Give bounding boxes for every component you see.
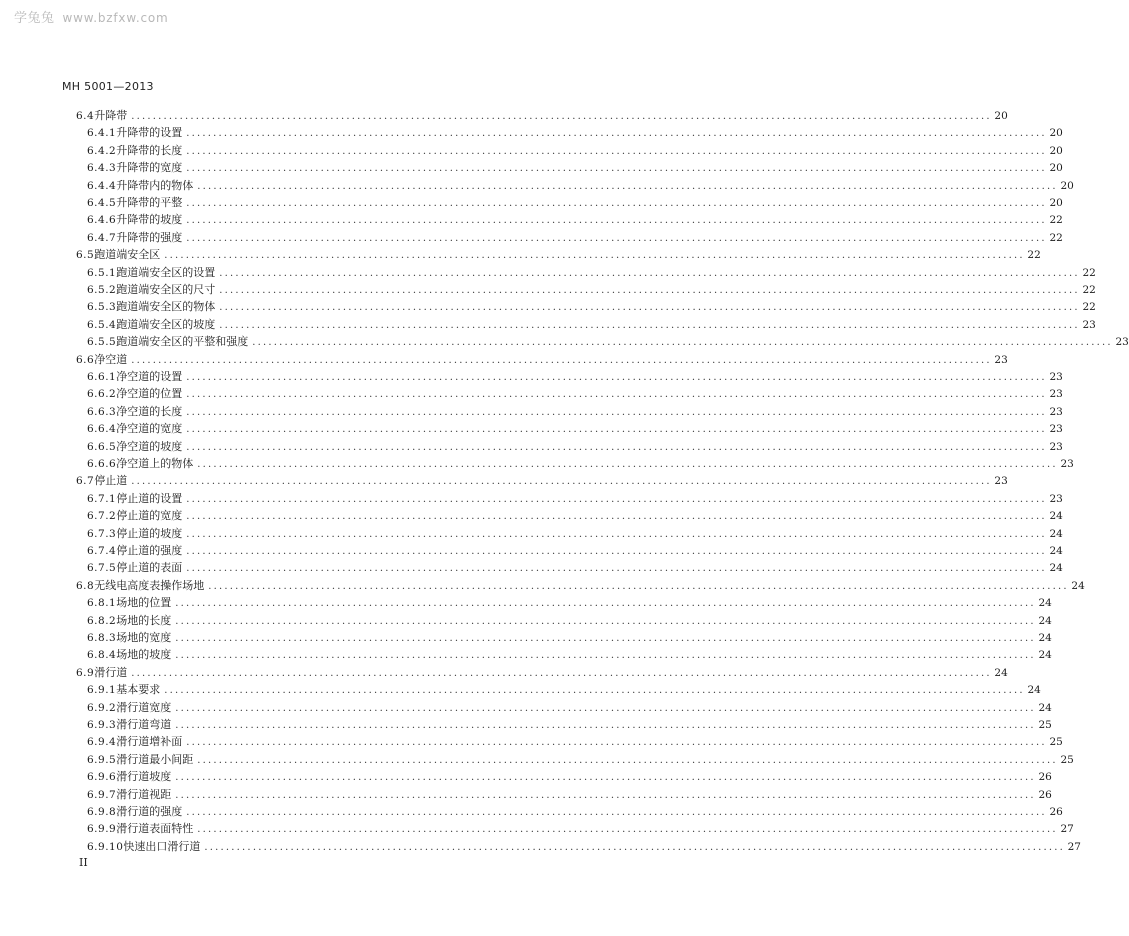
toc-entry-number: 6.7.4 <box>87 545 117 557</box>
toc-entry[interactable] <box>76 107 1008 124</box>
toc-entry-title: 净空道上的物体 <box>116 457 194 470</box>
watermark-name: 学兔兔 <box>14 11 55 26</box>
toc-leader-dots: ................................................................................................................................................................ <box>186 198 1047 209</box>
toc-entry[interactable] <box>76 351 1008 368</box>
toc-entry-page: 24 <box>1038 597 1052 610</box>
toc-entry-page: 23 <box>1060 458 1074 470</box>
toc-entry-page: 20 <box>1049 197 1063 209</box>
toc-entry-page: 26 <box>1038 771 1052 784</box>
toc-entry-page: 24 <box>1049 545 1063 557</box>
toc-entry-number: 6.9.3 <box>87 719 117 731</box>
toc-entry-title: 滑行道的强度 <box>116 805 183 818</box>
toc-entry-page: 24 <box>994 666 1008 679</box>
toc-entry-page: 23 <box>994 475 1008 488</box>
toc-entry[interactable] <box>87 646 1052 663</box>
toc-leader-dots: ................................................................................................................................................................ <box>175 720 1036 731</box>
toc-entry-title: 净空道 <box>94 352 128 366</box>
toc-leader-dots: ................................................................................................................................................................ <box>186 145 1047 157</box>
toc-entry[interactable] <box>87 159 1063 176</box>
toc-entry[interactable] <box>76 472 1008 489</box>
toc-entry-page: 27 <box>1060 823 1074 836</box>
toc-entry-number: 6.4.2 <box>87 144 117 157</box>
toc-entry-page: 22 <box>1082 266 1096 279</box>
toc-leader-dots: ................................................................................................................................................................ <box>186 493 1047 505</box>
toc-entry-number: 6.5.3 <box>87 301 117 314</box>
page-number: II <box>79 856 88 869</box>
toc-entry-page: 24 <box>1049 527 1063 540</box>
toc-entry-page: 25 <box>1038 719 1052 731</box>
toc-entry-title: 滑行道表面特性 <box>116 822 194 836</box>
toc-entry-number: 6.4 <box>76 110 95 122</box>
toc-leader-dots: ................................................................................................................................................................ <box>186 528 1047 540</box>
watermark <box>14 7 168 26</box>
toc-entry[interactable] <box>87 594 1052 611</box>
toc-entry-page: 24 <box>1049 510 1063 523</box>
toc-leader-dots: ................................................................................................................................................................ <box>186 737 1047 749</box>
toc-entry-page: 27 <box>1067 840 1081 853</box>
toc-leader-dots: ................................................................................................................................................................ <box>131 476 992 488</box>
toc-entry-number: 6.6.5 <box>87 440 117 453</box>
toc-entry-page: 23 <box>1049 388 1063 401</box>
toc-entry-title: 滑行道增补面 <box>116 735 183 749</box>
toc-entry-title: 升降带的设置 <box>116 126 183 140</box>
toc-entry-number: 6.4.5 <box>87 197 117 209</box>
toc-entry-number: 6.9.2 <box>87 701 117 714</box>
toc-leader-dots: ................................................................................................................................................................ <box>197 754 1058 766</box>
toc-entry-title: 升降带的宽度 <box>116 161 183 175</box>
toc-leader-dots: ................................................................................................................................................................ <box>175 772 1036 784</box>
toc-entry[interactable] <box>76 577 1085 594</box>
toc-entry[interactable] <box>87 438 1063 455</box>
toc-entry-page: 24 <box>1038 649 1052 662</box>
toc-entry[interactable] <box>87 264 1096 281</box>
toc-entry[interactable] <box>87 403 1063 420</box>
toc-entry-page: 24 <box>1038 614 1052 627</box>
toc-entry[interactable] <box>87 542 1063 559</box>
toc-entry-page: 20 <box>1049 127 1063 140</box>
toc-entry-title: 跑道端安全区的平整和强度 <box>116 335 249 349</box>
toc-entry-title: 停止道 <box>94 474 128 488</box>
toc-entry[interactable] <box>87 612 1052 629</box>
toc-leader-dots: ................................................................................................................................................................ <box>186 511 1047 523</box>
toc-entry-title: 跑道端安全区的尺寸 <box>116 283 216 296</box>
toc-leader-dots: ................................................................................................................................................................ <box>219 302 1080 314</box>
toc-entry-number: 6.8.3 <box>87 632 117 644</box>
toc-entry-number: 6.7.3 <box>87 527 117 540</box>
toc-entry-title: 升降带内的物体 <box>116 178 194 192</box>
toc-entry[interactable] <box>76 664 1008 681</box>
toc-entry[interactable] <box>87 681 1041 698</box>
toc-entry[interactable] <box>87 211 1063 228</box>
toc-entry-number: 6.4.6 <box>87 214 117 227</box>
toc-entry-title: 跑道端安全区 <box>94 248 161 262</box>
toc-leader-dots: ................................................................................................................................................................ <box>197 180 1058 192</box>
toc-leader-dots: ................................................................................................................................................................ <box>186 563 1047 575</box>
toc-entry[interactable] <box>87 751 1074 768</box>
toc-entry-page: 20 <box>994 110 1008 122</box>
toc-entry-title: 基本要求 <box>116 683 161 697</box>
toc-entry[interactable] <box>87 281 1096 298</box>
toc-entry[interactable] <box>87 385 1063 402</box>
toc-entry-title: 滑行道宽度 <box>116 700 172 714</box>
toc-entry-title: 升降带 <box>94 109 128 122</box>
toc-leader-dots: ................................................................................................................................................................ <box>186 215 1047 227</box>
toc-entry-number: 6.4.3 <box>87 162 117 175</box>
toc-entry-number: 6.7 <box>76 475 95 488</box>
toc-leader-dots: ................................................................................................................................................................ <box>219 285 1080 296</box>
toc-entry[interactable] <box>87 507 1063 524</box>
toc-entry-page: 24 <box>1038 701 1052 714</box>
toc-entry-number: 6.4.1 <box>87 127 117 140</box>
toc-entry-number: 6.8 <box>76 579 95 592</box>
toc-entry-page: 20 <box>1049 162 1063 175</box>
toc-entry[interactable] <box>87 716 1052 733</box>
toc-entry-number: 6.9.4 <box>87 736 117 749</box>
toc-entry[interactable] <box>87 368 1063 385</box>
toc-entry-title: 跑道端安全区的物体 <box>116 300 216 314</box>
toc-entry[interactable] <box>87 177 1074 194</box>
toc-leader-dots: ................................................................................................................................................................ <box>186 424 1047 436</box>
toc-entry-title: 跑道端安全区的坡度 <box>116 317 216 331</box>
toc-leader-dots: ................................................................................................................................................................ <box>186 546 1047 557</box>
toc-entry[interactable] <box>87 803 1063 820</box>
toc-entry-number: 6.5.2 <box>87 284 117 296</box>
toc-entry-number: 6.9.5 <box>87 753 117 766</box>
toc-entry[interactable] <box>87 194 1063 211</box>
toc-entry-page: 26 <box>1038 788 1052 801</box>
toc-entry-number: 6.5.5 <box>87 336 117 349</box>
toc-entry-page: 25 <box>1049 736 1063 749</box>
toc-entry-number: 6.7.1 <box>87 492 117 505</box>
toc-entry-page: 22 <box>1049 214 1063 227</box>
toc-entry-title: 滑行道 <box>94 665 128 679</box>
toc-leader-dots: ................................................................................................................................................................ <box>252 337 1113 349</box>
toc-entry[interactable] <box>87 733 1063 750</box>
toc-entry[interactable] <box>87 420 1063 437</box>
toc-entry-title: 滑行道最小间距 <box>116 752 194 766</box>
toc-entry-number: 6.4.4 <box>87 179 117 192</box>
toc-entry-page: 23 <box>1115 336 1129 349</box>
toc-entry-number: 6.6.1 <box>87 371 117 383</box>
toc-entry[interactable] <box>76 246 1041 263</box>
toc-leader-dots: ................................................................................................................................................................ <box>131 111 992 122</box>
toc-entry-page: 24 <box>1027 684 1041 697</box>
toc-entry-page: 22 <box>1049 231 1063 244</box>
toc-leader-dots: ................................................................................................................................................................ <box>175 789 1036 801</box>
toc-entry-page: 24 <box>1038 632 1052 644</box>
toc-entry-number: 6.5.4 <box>87 318 117 331</box>
toc-leader-dots: ................................................................................................................................................................ <box>131 667 992 679</box>
toc-entry-number: 6.6.6 <box>87 458 117 470</box>
toc-entry-page: 24 <box>1071 579 1085 592</box>
toc-entry-number: 6.9.9 <box>87 823 117 836</box>
toc-leader-dots: ................................................................................................................................................................ <box>208 580 1069 592</box>
toc-entry-title: 停止道的坡度 <box>116 526 183 540</box>
toc-entry-number: 6.9.7 <box>87 788 117 801</box>
toc-entry-number: 6.8.2 <box>87 614 117 627</box>
toc-entry[interactable] <box>87 559 1063 576</box>
toc-entry-page: 25 <box>1060 753 1074 766</box>
toc-entry-page: 20 <box>1049 144 1063 157</box>
toc-entry[interactable] <box>87 820 1074 837</box>
toc-entry-page: 22 <box>1082 301 1096 314</box>
toc-entry-number: 6.6.4 <box>87 423 117 436</box>
toc-leader-dots: ................................................................................................................................................................ <box>175 615 1036 627</box>
toc-entry[interactable] <box>87 629 1052 646</box>
toc-entry-number: 6.6 <box>76 353 95 366</box>
toc-leader-dots: ................................................................................................................................................................ <box>197 459 1058 470</box>
toc-entry-page: 23 <box>1049 423 1063 436</box>
toc-leader-dots: ................................................................................................................................................................ <box>186 372 1047 383</box>
toc-leader-dots: ................................................................................................................................................................ <box>164 250 1025 262</box>
toc-entry-title: 无线电高度表操作场地 <box>94 578 205 592</box>
toc-entry[interactable] <box>87 142 1063 159</box>
toc-entry[interactable] <box>87 768 1052 785</box>
toc-leader-dots: ................................................................................................................................................................ <box>204 841 1065 853</box>
toc-entry-page: 24 <box>1049 562 1063 575</box>
toc-entry-page: 23 <box>994 353 1008 366</box>
toc-entry-number: 6.9.1 <box>87 684 117 697</box>
toc-leader-dots: ................................................................................................................................................................ <box>186 406 1047 418</box>
toc-entry-title: 场地的宽度 <box>116 631 172 644</box>
toc-entry-title: 净空道的坡度 <box>116 439 183 453</box>
toc-entry[interactable] <box>87 786 1052 803</box>
toc-entry-title: 净空道的长度 <box>116 404 183 418</box>
toc-leader-dots: ................................................................................................................................................................ <box>175 598 1036 610</box>
toc-entry-page: 26 <box>1049 806 1063 818</box>
toc-entry-number: 6.7.2 <box>87 510 117 523</box>
toc-entry-number: 6.6.2 <box>87 388 117 401</box>
toc-entry-page: 22 <box>1082 284 1096 296</box>
toc-entry[interactable] <box>87 490 1063 507</box>
toc-leader-dots: ................................................................................................................................................................ <box>197 824 1058 836</box>
toc-entry-title: 停止道的宽度 <box>116 509 183 523</box>
toc-entry-title: 升降带的平整 <box>116 196 183 209</box>
toc-entry[interactable] <box>87 124 1063 141</box>
toc-entry-title: 停止道的强度 <box>116 544 183 557</box>
toc-entry[interactable] <box>87 838 1081 855</box>
toc-entry-number: 6.9 <box>76 666 95 679</box>
toc-leader-dots: ................................................................................................................................................................ <box>186 232 1047 244</box>
toc-entry[interactable] <box>87 229 1063 246</box>
toc-leader-dots: ................................................................................................................................................................ <box>186 389 1047 401</box>
toc-entry-number: 6.9.6 <box>87 771 117 784</box>
toc-entry-title: 跑道端安全区的设置 <box>116 265 216 279</box>
toc-entry-title: 滑行道视距 <box>116 787 172 801</box>
toc-entry-title: 停止道的表面 <box>116 561 183 575</box>
toc-entry[interactable] <box>87 316 1096 333</box>
toc-entry-title: 净空道的设置 <box>116 370 183 383</box>
toc-entry-title: 滑行道坡度 <box>116 770 172 784</box>
toc-entry-number: 6.4.7 <box>87 231 117 244</box>
toc-leader-dots: ................................................................................................................................................................ <box>164 685 1025 697</box>
toc-entry-page: 23 <box>1049 492 1063 505</box>
toc-entry-number: 6.6.3 <box>87 405 117 418</box>
toc-entry-title: 升降带的强度 <box>116 230 183 244</box>
toc-leader-dots: ................................................................................................................................................................ <box>175 650 1036 662</box>
toc-entry-title: 场地的坡度 <box>116 648 172 662</box>
toc-entry-title: 净空道的位置 <box>116 387 183 401</box>
toc-entry-number: 6.8.4 <box>87 649 117 662</box>
document-code: MH 5001—2013 <box>62 80 154 93</box>
toc-entry-title: 场地的位置 <box>116 596 172 610</box>
toc-entry[interactable] <box>87 455 1074 472</box>
toc-entry-page: 23 <box>1049 371 1063 383</box>
watermark-site: www.bzfxw.com <box>62 11 169 25</box>
toc-leader-dots: ................................................................................................................................................................ <box>175 633 1036 644</box>
toc-leader-dots: ................................................................................................................................................................ <box>186 441 1047 453</box>
toc-entry[interactable] <box>87 699 1052 716</box>
toc-entry-page: 22 <box>1027 249 1041 262</box>
toc-leader-dots: ................................................................................................................................................................ <box>131 354 992 366</box>
toc-entry-number: 6.9.8 <box>87 806 117 818</box>
toc-entry-number: 6.5.1 <box>87 266 117 279</box>
toc-entry-page: 20 <box>1060 179 1074 192</box>
toc-entry-title: 快速出口滑行道 <box>123 839 201 853</box>
toc-entry-title: 滑行道弯道 <box>116 718 172 731</box>
toc-entry-page: 23 <box>1049 405 1063 418</box>
toc-leader-dots: ................................................................................................................................................................ <box>186 163 1047 175</box>
toc-entry-page: 23 <box>1049 440 1063 453</box>
toc-entry[interactable] <box>87 298 1096 315</box>
toc-leader-dots: ................................................................................................................................................................ <box>186 807 1047 818</box>
toc-entry-title: 升降带的长度 <box>116 143 183 157</box>
toc-entry-number: 6.9.10 <box>87 840 124 853</box>
toc-entry-number: 6.7.5 <box>87 562 117 575</box>
toc-entry-number: 6.8.1 <box>87 597 117 610</box>
toc-entry-title: 净空道的宽度 <box>116 422 183 436</box>
toc-entry-page: 23 <box>1082 318 1096 331</box>
toc-entry[interactable] <box>87 333 1129 350</box>
toc-entry-title: 场地的长度 <box>116 613 172 627</box>
toc-leader-dots: ................................................................................................................................................................ <box>175 702 1036 714</box>
toc-entry[interactable] <box>87 525 1063 542</box>
toc-leader-dots: ................................................................................................................................................................ <box>219 319 1080 331</box>
toc-entry-number: 6.5 <box>76 249 95 262</box>
toc-entry-title: 升降带的坡度 <box>116 213 183 227</box>
toc-leader-dots: ................................................................................................................................................................ <box>186 128 1047 140</box>
toc-entry-title: 停止道的设置 <box>116 491 183 505</box>
toc-leader-dots: ................................................................................................................................................................ <box>219 267 1080 279</box>
